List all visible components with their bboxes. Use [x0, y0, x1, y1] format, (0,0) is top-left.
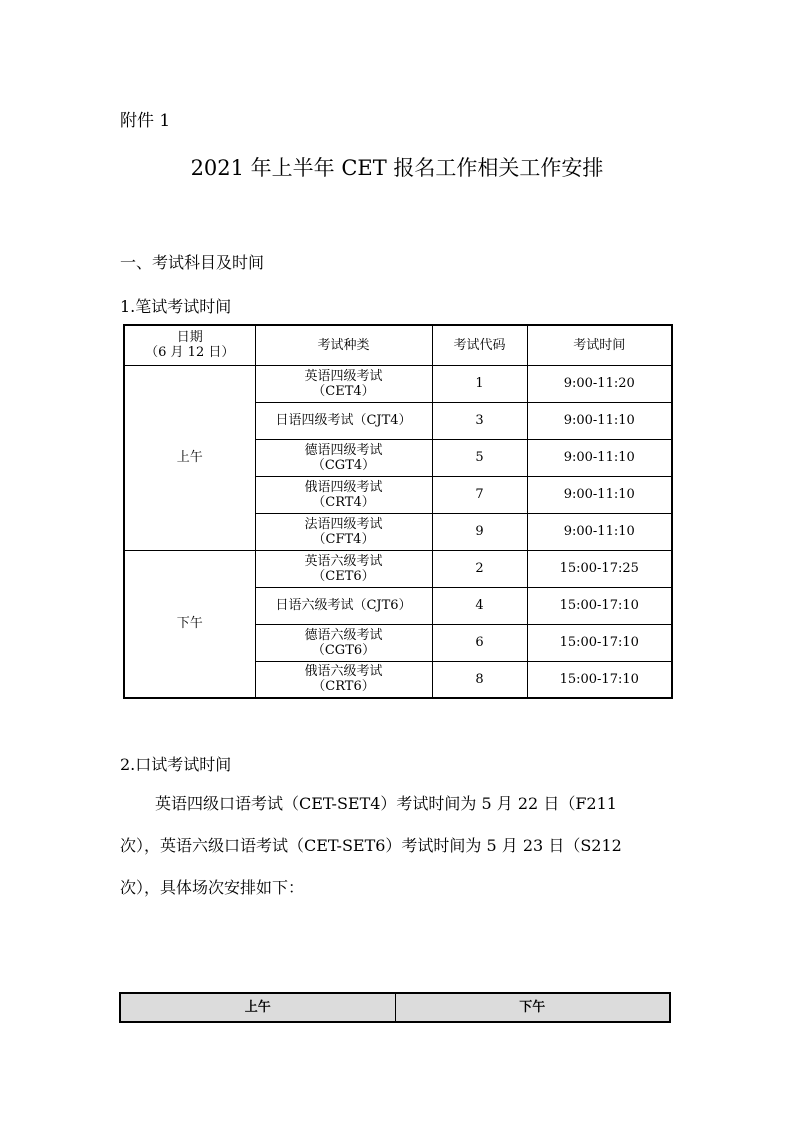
exam-time: 15:00-17:10 — [527, 587, 672, 624]
paragraph-line-3: 次），具体场次安排如下： — [120, 878, 305, 897]
exam-name — [255, 550, 432, 587]
header-date-line2: （6 月 12 日） — [145, 345, 235, 361]
exam-code: 5 — [432, 439, 527, 476]
exam-name-line1: 德语六级考试 — [304, 627, 383, 643]
subsection-heading-written: 1.笔试考试时间 — [120, 297, 232, 316]
header-morning: 上午 — [120, 993, 395, 1022]
exam-name — [255, 439, 432, 476]
exam-name-line1: 日语四级考试（CJT4） — [275, 413, 412, 428]
exam-time: 15:00-17:10 — [527, 624, 672, 661]
header-type: 考试种类 — [255, 325, 432, 365]
exam-name-line1: 法语四级考试 — [304, 516, 383, 532]
section-heading-subjects: 一、考试科目及时间 — [120, 253, 265, 272]
exam-time: 15:00-17:10 — [527, 661, 672, 698]
attachment-label: 附件 1 — [120, 111, 171, 131]
exam-name-line1: 俄语六级考试 — [304, 664, 383, 680]
exam-name — [255, 402, 432, 439]
paragraph-line-2: 次），英语六级口语考试（CET-SET6）考试时间为 5 月 23 日（S212 — [120, 836, 622, 855]
header-afternoon: 下午 — [395, 993, 670, 1022]
exam-code: 2 — [432, 550, 527, 587]
exam-name-line2: （CGT6） — [311, 642, 376, 658]
header-date — [124, 325, 255, 365]
exam-code: 4 — [432, 587, 527, 624]
exam-time: 9:00-11:10 — [527, 402, 672, 439]
exam-name-line1: 德语四级考试 — [304, 442, 383, 458]
session-morning: 上午 — [124, 365, 255, 550]
exam-name — [255, 513, 432, 550]
exam-code: 7 — [432, 476, 527, 513]
header-code: 考试代码 — [432, 325, 527, 365]
exam-name-line1: 俄语四级考试 — [304, 479, 383, 495]
exam-time: 9:00-11:10 — [527, 476, 672, 513]
exam-time: 9:00-11:10 — [527, 439, 672, 476]
table-header-row — [124, 325, 672, 365]
table-row — [124, 365, 672, 402]
exam-name — [255, 661, 432, 698]
table-row — [124, 550, 672, 587]
exam-code: 6 — [432, 624, 527, 661]
exam-code: 8 — [432, 661, 527, 698]
exam-name-line1: 英语四级考试 — [304, 368, 383, 384]
exam-name — [255, 624, 432, 661]
session-afternoon: 下午 — [124, 550, 255, 698]
exam-name-line2: （CFT4） — [312, 531, 375, 547]
exam-name — [255, 587, 432, 624]
exam-code: 9 — [432, 513, 527, 550]
paragraph-line-1: 英语四级口语考试（CET-SET4）考试时间为 5 月 22 日（F211 — [155, 794, 617, 813]
exam-name — [255, 365, 432, 402]
written-exam-table — [123, 324, 673, 699]
oral-exam-table — [119, 992, 671, 1023]
document-title: 2021 年上半年 CET 报名工作相关工作安排 — [190, 156, 604, 180]
exam-name-line2: （CET4） — [312, 383, 375, 399]
exam-code: 3 — [432, 402, 527, 439]
exam-name-line2: （CGT4） — [311, 457, 376, 473]
table-header-row — [120, 993, 670, 1022]
header-date-line1: 日期 — [176, 330, 203, 346]
subsection-heading-oral: 2.口试考试时间 — [120, 755, 232, 774]
exam-name-line2: （CRT4） — [312, 494, 375, 510]
exam-name-line2: （CRT6） — [312, 679, 375, 695]
exam-name-line2: （CET6） — [312, 568, 375, 584]
exam-time: 9:00-11:20 — [527, 365, 672, 402]
exam-name — [255, 476, 432, 513]
exam-code: 1 — [432, 365, 527, 402]
exam-name-line1: 日语六级考试（CJT6） — [275, 598, 412, 613]
exam-time: 9:00-11:10 — [527, 513, 672, 550]
header-time: 考试时间 — [527, 325, 672, 365]
exam-name-line1: 英语六级考试 — [304, 553, 383, 569]
exam-time: 15:00-17:25 — [527, 550, 672, 587]
